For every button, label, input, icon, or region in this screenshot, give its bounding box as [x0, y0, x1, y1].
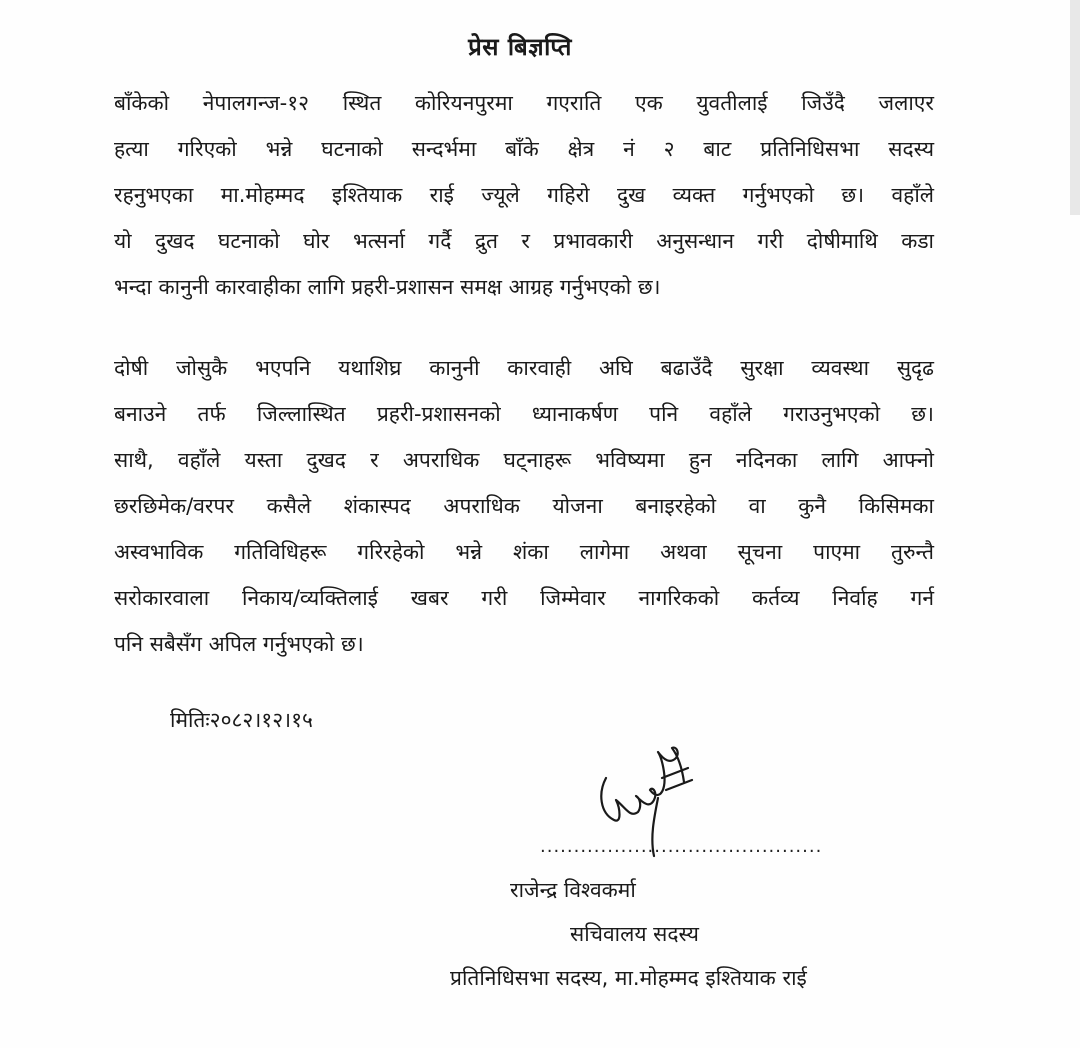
signature-line: ..........................................: [540, 836, 823, 857]
signatory-block: [440, 868, 960, 1000]
paragraph-line: बाँकेको नेपालगन्ज-१२ स्थित कोरियनपुरमा गएराति एक युवतीलाई जिउँदै जलाएर: [114, 91, 934, 115]
signatory-name: राजेन्द्र विश्वकर्मा: [510, 878, 636, 902]
paragraph-line: रहनुभएका मा.मोहम्मद इश्तियाक राई ज्यूले गहिरो दुख व्यक्त गर्नुभएको छ। वहाँले: [114, 183, 934, 207]
paragraph-line: सरोकारवाला निकाय/व्यक्तिलाई खबर गरी जिम्मेवार नागरिकको कर्तव्य निर्वाह गर्न: [114, 586, 934, 610]
scroll-indicator: [1070, 0, 1080, 215]
document-title: प्रेस बिज्ञप्ति: [468, 33, 572, 61]
paragraph-line: छरछिमेक/वरपर कसैले शंकास्पद अपराधिक योजना बनाइरहेको वा कुनै किसिमका: [114, 494, 934, 518]
signatory-organization: प्रतिनिधिसभा सदस्य, मा.मोहम्मद इश्तियाक राई: [450, 966, 807, 990]
paragraph-line: यो दुखद घटनाको घोर भत्सर्ना गर्दै द्रुत र प्रभावकारी अनुसन्धान गरी दोषीमाथि कडा: [114, 229, 934, 253]
paragraph-line: दोषी जोसुकै भएपनि यथाशिघ्र कानुनी कारवाही अघि बढाउँदै सुरक्षा व्यवस्था सुदृढ: [114, 356, 934, 380]
paragraph-1: [114, 80, 934, 310]
paragraph-2: [114, 345, 934, 667]
paragraph-line: पनि सबैसँग अपिल गर्नुभएको छ।: [114, 632, 364, 656]
paragraph-line: अस्वभाविक गतिविधिहरू गरिरहेको भन्ने शंका लागेमा अथवा सूचना पाएमा तुरुन्तै: [114, 540, 934, 564]
paragraph-line: साथै, वहाँले यस्ता दुखद र अपराधिक घट्नाहरू भविष्यमा हुन नदिनका लागि आफ्नो: [114, 448, 934, 472]
paragraph-line: बनाउने तर्फ जिल्लास्थित प्रहरी-प्रशासनको ध्यानाकर्षण पनि वहाँले गराउनुभएको छ।: [114, 402, 934, 426]
paragraph-line: भन्दा कानुनी कारवाहीका लागि प्रहरी-प्रशासन समक्ष आग्रह गर्नुभएको छ।: [114, 275, 661, 299]
paragraph-line: हत्या गरिएको भन्ने घटनाको सन्दर्भमा बाँके क्षेत्र नं २ बाट प्रतिनिधिसभा सदस्य: [114, 137, 934, 161]
signatory-role: सचिवालय सदस्य: [570, 922, 699, 946]
document-date: मितिः२०८२।१२।१५: [170, 708, 313, 732]
